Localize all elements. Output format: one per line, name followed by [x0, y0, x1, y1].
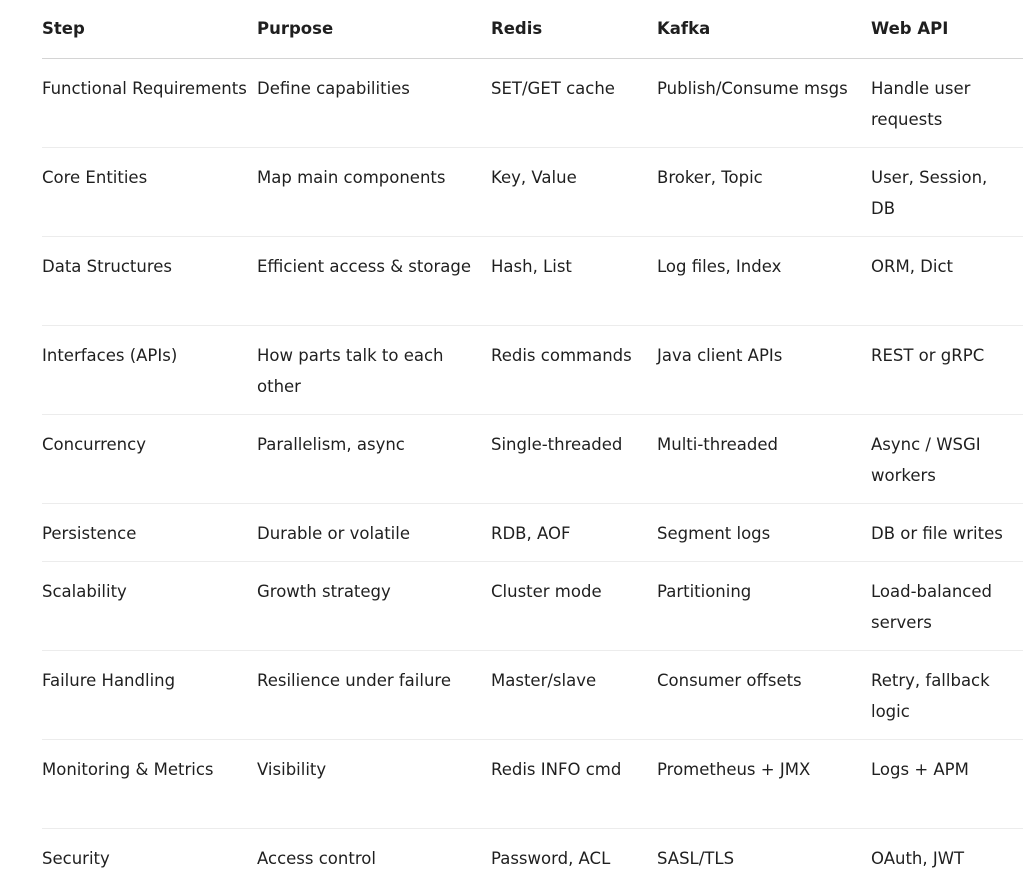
- table-row: [42, 59, 1023, 148]
- cell-kafka: Consumer offsets: [657, 651, 871, 740]
- cell-web-api: Load-balanced servers: [871, 562, 1023, 651]
- cell-purpose: Efficient access & storage: [257, 237, 491, 326]
- cell-web-api: DB or file writes: [871, 504, 1023, 562]
- cell-purpose: Map main components: [257, 148, 491, 237]
- cell-redis: RDB, AOF: [491, 504, 657, 562]
- cell-kafka: Segment logs: [657, 504, 871, 562]
- cell-web-api: Logs + APM: [871, 740, 1023, 829]
- cell-purpose: Durable or volatile: [257, 504, 491, 562]
- cell-web-api: Retry, fallback logic: [871, 651, 1023, 740]
- table-body: [42, 59, 1023, 886]
- cell-purpose: Growth strategy: [257, 562, 491, 651]
- cell-purpose: Access control: [257, 829, 491, 886]
- cell-purpose: How parts talk to each other: [257, 326, 491, 415]
- cell-purpose: Define capabilities: [257, 59, 491, 148]
- cell-web-api: REST or gRPC: [871, 326, 1023, 415]
- cell-step: Interfaces (APIs): [42, 326, 257, 415]
- cell-redis: SET/GET cache: [491, 59, 657, 148]
- cell-purpose: Parallelism, async: [257, 415, 491, 504]
- cell-step: Monitoring & Metrics: [42, 740, 257, 829]
- cell-redis: Single-threaded: [491, 415, 657, 504]
- cell-step: Failure Handling: [42, 651, 257, 740]
- comparison-table: [42, 0, 1023, 886]
- cell-step: Scalability: [42, 562, 257, 651]
- cell-step: Concurrency: [42, 415, 257, 504]
- header-row: [42, 0, 1023, 59]
- table-row: [42, 237, 1023, 326]
- table-row: [42, 504, 1023, 562]
- cell-kafka: Java client APIs: [657, 326, 871, 415]
- cell-redis: Password, ACL: [491, 829, 657, 886]
- table-row: [42, 740, 1023, 829]
- header-web-api: Web API: [871, 0, 1023, 59]
- table-row: [42, 562, 1023, 651]
- cell-redis: Key, Value: [491, 148, 657, 237]
- cell-step: Functional Requirements: [42, 59, 257, 148]
- cell-redis: Hash, List: [491, 237, 657, 326]
- header-step: Step: [42, 0, 257, 59]
- cell-web-api: OAuth, JWT: [871, 829, 1023, 886]
- cell-step: Persistence: [42, 504, 257, 562]
- cell-kafka: SASL/TLS: [657, 829, 871, 886]
- table-row: [42, 651, 1023, 740]
- cell-kafka: Prometheus + JMX: [657, 740, 871, 829]
- cell-kafka: Broker, Topic: [657, 148, 871, 237]
- cell-redis: Master/slave: [491, 651, 657, 740]
- header-purpose: Purpose: [257, 0, 491, 59]
- cell-web-api: ORM, Dict: [871, 237, 1023, 326]
- table-header: [42, 0, 1023, 59]
- table-row: [42, 326, 1023, 415]
- cell-kafka: Multi-threaded: [657, 415, 871, 504]
- cell-redis: Redis INFO cmd: [491, 740, 657, 829]
- cell-web-api: Async / WSGI workers: [871, 415, 1023, 504]
- cell-redis: Redis commands: [491, 326, 657, 415]
- table-row: [42, 829, 1023, 886]
- header-redis: Redis: [491, 0, 657, 59]
- header-kafka: Kafka: [657, 0, 871, 59]
- cell-purpose: Resilience under failure: [257, 651, 491, 740]
- table-row: [42, 415, 1023, 504]
- cell-purpose: Visibility: [257, 740, 491, 829]
- cell-kafka: Publish/Consume msgs: [657, 59, 871, 148]
- table-row: [42, 148, 1023, 237]
- cell-step: Security: [42, 829, 257, 886]
- cell-kafka: Partitioning: [657, 562, 871, 651]
- cell-web-api: User, Session, DB: [871, 148, 1023, 237]
- cell-kafka: Log files, Index: [657, 237, 871, 326]
- cell-web-api: Handle user requests: [871, 59, 1023, 148]
- cell-step: Core Entities: [42, 148, 257, 237]
- cell-redis: Cluster mode: [491, 562, 657, 651]
- cell-step: Data Structures: [42, 237, 257, 326]
